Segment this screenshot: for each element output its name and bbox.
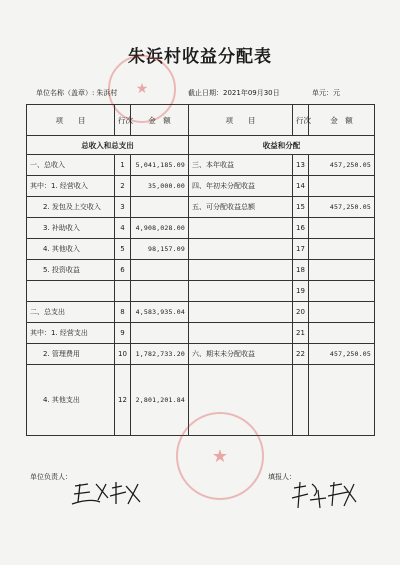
row-seq-right	[293, 365, 309, 436]
row-item-left: 一、总收入	[27, 155, 115, 176]
row-amount-left: 4,583,935.04	[131, 302, 189, 323]
row-seq-left: 10	[115, 344, 131, 365]
row-item-right	[189, 281, 293, 302]
row-amount-left: 35,000.00	[131, 176, 189, 197]
header-item-right: 项 目	[189, 105, 293, 136]
row-item-right	[189, 323, 293, 344]
report-title: 朱浜村收益分配表	[128, 47, 272, 67]
row-seq-right: 16	[293, 218, 309, 239]
row-amount-left	[131, 323, 189, 344]
header-seq-left: 行次	[115, 105, 131, 136]
row-seq-right: 20	[293, 302, 309, 323]
row-item-right: 三、本年收益	[189, 155, 293, 176]
income-distribution-table	[26, 104, 375, 436]
row-amount-right	[309, 218, 375, 239]
row-amount-right	[309, 323, 375, 344]
row-amount-left	[131, 197, 189, 218]
preparer-label: 填报人：	[268, 473, 296, 481]
row-item-left: 2. 发包及上交收入	[27, 197, 115, 218]
unit-name-field	[36, 88, 117, 98]
row-item-left: 4. 其他收入	[27, 239, 115, 260]
row-seq-left: 4	[115, 218, 131, 239]
header-seq-right: 行次	[293, 105, 309, 136]
row-item-right: 五、可分配收益总额	[189, 197, 293, 218]
row-seq-left: 6	[115, 260, 131, 281]
seal-star-icon: ★	[135, 81, 149, 98]
row-seq-left: 5	[115, 239, 131, 260]
row-seq-right: 13	[293, 155, 309, 176]
row-seq-right: 22	[293, 344, 309, 365]
row-seq-left: 12	[115, 365, 131, 436]
row-amount-left	[131, 281, 189, 302]
row-seq-right: 19	[293, 281, 309, 302]
row-amount-left: 98,157.09	[131, 239, 189, 260]
row-seq-right: 21	[293, 323, 309, 344]
row-seq-right: 14	[293, 176, 309, 197]
row-item-left: 其中：1. 经营收入	[27, 176, 115, 197]
row-amount-left: 4,908,028.00	[131, 218, 189, 239]
section-header-row	[27, 136, 375, 155]
table-row	[27, 239, 375, 260]
row-item-right	[189, 218, 293, 239]
table-row	[27, 176, 375, 197]
row-item-right: 六、期末未分配收益	[189, 344, 293, 365]
official-seal-stamp	[176, 412, 264, 500]
table-row	[27, 155, 375, 176]
table-row	[27, 260, 375, 281]
row-amount-right	[309, 260, 375, 281]
row-item-left: 4. 其他支出	[27, 365, 115, 436]
row-seq-right: 17	[293, 239, 309, 260]
seal-star-icon: ★	[211, 445, 229, 467]
cutoff-date-field	[188, 88, 280, 98]
row-amount-left: 5,041,185.09	[131, 155, 189, 176]
unit-name-value: 朱浜村	[96, 89, 118, 97]
header-amount-right: 金 额	[309, 105, 375, 136]
cutoff-date-value: 2021年09月30日	[223, 89, 280, 97]
table-row	[27, 323, 375, 344]
row-seq-left: 1	[115, 155, 131, 176]
row-amount-right	[309, 302, 375, 323]
responsible-person-label: 单位负责人：	[30, 473, 72, 481]
row-item-left: 二、总支出	[27, 302, 115, 323]
table-row	[27, 281, 375, 302]
unit-name-label: 单位名称（盖章）:	[36, 89, 95, 97]
row-amount-right	[309, 239, 375, 260]
section-income-distribution: 收益和分配	[189, 136, 375, 155]
row-seq-left: 2	[115, 176, 131, 197]
row-seq-left: 8	[115, 302, 131, 323]
table-row	[27, 197, 375, 218]
row-amount-right	[309, 281, 375, 302]
row-amount-right: 457,250.05	[309, 344, 375, 365]
preparer-signature	[290, 480, 360, 510]
currency-unit: 单元：元	[312, 89, 340, 97]
row-item-left: 3. 补助收入	[27, 218, 115, 239]
table-row	[27, 218, 375, 239]
cutoff-date-label: 截止日期：	[188, 89, 223, 97]
table-row	[27, 344, 375, 365]
row-amount-left	[131, 260, 189, 281]
row-item-right	[189, 239, 293, 260]
row-item-right	[189, 260, 293, 281]
header-item-left: 项 目	[27, 105, 115, 136]
row-seq-left: 9	[115, 323, 131, 344]
row-amount-right: 457,250.05	[309, 197, 375, 218]
row-item-right	[189, 302, 293, 323]
row-amount-left: 1,782,733.20	[131, 344, 189, 365]
row-amount-right: 457,250.05	[309, 155, 375, 176]
row-amount-left: 2,801,201.84	[131, 365, 189, 436]
row-seq-right: 15	[293, 197, 309, 218]
row-seq-right: 18	[293, 260, 309, 281]
row-item-left: 2. 管理费用	[27, 344, 115, 365]
table-row	[27, 302, 375, 323]
row-seq-left: 3	[115, 197, 131, 218]
row-amount-right	[309, 176, 375, 197]
responsible-signature	[70, 478, 150, 508]
section-total-income-expense: 总收入和总支出	[27, 136, 189, 155]
table-header-row	[27, 105, 375, 136]
header-amount-left: 金 额	[131, 105, 189, 136]
row-item-left: 5. 投资收益	[27, 260, 115, 281]
row-amount-right	[309, 365, 375, 436]
row-item-left: 其中：1. 经营支出	[27, 323, 115, 344]
row-item-left	[27, 281, 115, 302]
row-item-right: 四、年初未分配收益	[189, 176, 293, 197]
row-seq-left	[115, 281, 131, 302]
